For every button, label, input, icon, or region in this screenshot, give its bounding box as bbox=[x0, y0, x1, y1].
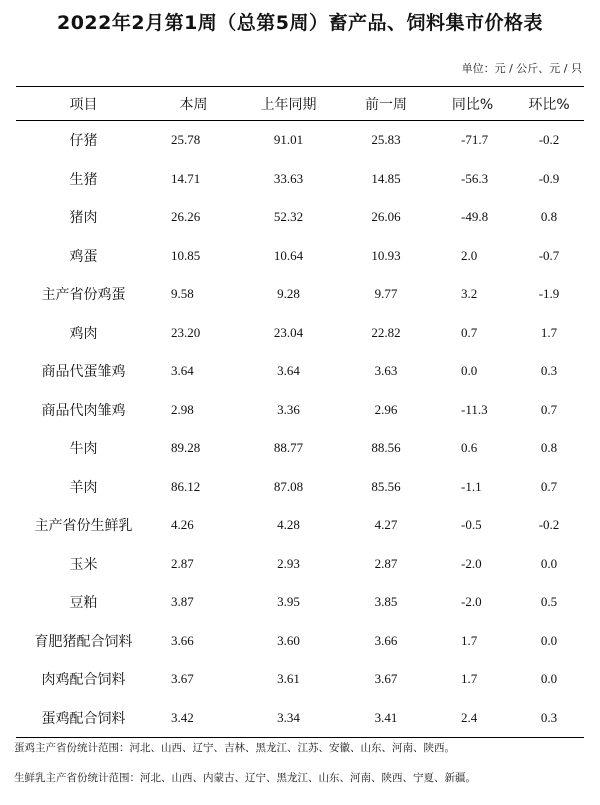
cell-yoy-pct: 1.7 bbox=[461, 632, 478, 648]
cell-previous-week: 3.41 bbox=[341, 699, 431, 738]
cell-item-name: 牛肉 bbox=[69, 441, 98, 458]
cell-mom-pct: 1.7 bbox=[540, 324, 558, 340]
table-row bbox=[16, 429, 584, 468]
cell-current-week: 3.42 bbox=[151, 699, 236, 738]
cell-last-year: 2.93 bbox=[277, 555, 300, 571]
table-row bbox=[16, 160, 584, 199]
cell-previous-week: 3.63 bbox=[374, 363, 398, 379]
cell-yoy-pct: 0.7 bbox=[461, 324, 478, 340]
cell-current-week: 23.20 bbox=[171, 324, 201, 340]
cell-yoy-pct: 3.2 bbox=[461, 286, 478, 302]
cell-previous-week: 2.96 bbox=[374, 401, 398, 417]
cell-previous-week: 2.87 bbox=[374, 555, 398, 571]
cell-current-week: 9.58 bbox=[171, 286, 194, 302]
cell-current-week: 10.85 bbox=[171, 247, 201, 263]
cell-yoy-pct: 0.6 bbox=[461, 440, 478, 456]
cell-item-name: 商品代蛋雏鸡 bbox=[41, 364, 126, 381]
cell-mom-pct: 0.3 bbox=[514, 699, 584, 738]
table-row bbox=[16, 275, 584, 314]
unit-label: 单位：元 / 公斤、元 / 只 bbox=[461, 62, 582, 75]
cell-mom-pct: 0.7 bbox=[540, 478, 558, 494]
footnote-egg-provinces: 蛋鸡主产省份统计范围：河北、山西、辽宁、吉林、黑龙江、江苏、安徽、山东、河南、陕西。 bbox=[14, 742, 455, 754]
table-row bbox=[16, 391, 584, 430]
table-row bbox=[16, 699, 584, 738]
cell-current-week: 4.26 bbox=[171, 517, 194, 533]
cell-item-name: 主产省份生鲜乳 bbox=[34, 518, 133, 535]
table-row bbox=[16, 583, 584, 622]
cell-mom-pct: 0.7 bbox=[540, 401, 558, 417]
cell-yoy-pct: 2.4 bbox=[431, 699, 514, 738]
table-row bbox=[16, 545, 584, 584]
cell-item-name: 主产省份鸡蛋 bbox=[41, 287, 126, 304]
cell-current-week: 14.71 bbox=[171, 170, 201, 186]
cell-mom-pct: 0.8 bbox=[540, 209, 558, 225]
header-previous-week: 前一周 bbox=[341, 87, 431, 121]
cell-previous-week: 10.93 bbox=[371, 247, 401, 263]
cell-yoy-pct: -49.8 bbox=[461, 209, 489, 225]
cell-last-year: 3.60 bbox=[277, 632, 300, 648]
footnotes bbox=[14, 738, 476, 798]
table-row bbox=[16, 314, 584, 353]
table-row bbox=[16, 468, 584, 507]
cell-mom-pct: -1.9 bbox=[538, 286, 560, 302]
cell-current-week: 26.26 bbox=[171, 209, 201, 225]
cell-last-year: 3.34 bbox=[236, 699, 341, 738]
header-yoy: 同比% bbox=[431, 87, 514, 121]
cell-yoy-pct: -2.0 bbox=[461, 594, 482, 610]
table-row bbox=[16, 198, 584, 237]
cell-mom-pct: 0.0 bbox=[540, 632, 558, 648]
cell-mom-pct: 0.0 bbox=[540, 555, 558, 571]
cell-current-week: 2.87 bbox=[171, 555, 194, 571]
cell-yoy-pct: 2.0 bbox=[461, 247, 478, 263]
cell-item-name: 育肥猪配合饲料 bbox=[34, 633, 133, 650]
cell-previous-week: 14.85 bbox=[371, 170, 401, 186]
cell-last-year: 91.01 bbox=[273, 132, 304, 148]
footnote-milk-provinces: 生鲜乳主产省份统计范围：河北、山西、内蒙古、辽宁、黑龙江、山东、河南、陕西、宁夏、新疆。 bbox=[14, 772, 476, 784]
cell-previous-week: 3.85 bbox=[374, 594, 398, 610]
cell-last-year: 87.08 bbox=[273, 478, 304, 494]
cell-mom-pct: 0.0 bbox=[540, 671, 558, 687]
price-table bbox=[16, 86, 584, 738]
table-row bbox=[16, 237, 584, 276]
cell-yoy-pct: -2.0 bbox=[461, 555, 482, 571]
cell-previous-week: 85.56 bbox=[371, 478, 401, 494]
cell-item-name: 蛋鸡配合饲料 bbox=[16, 699, 151, 738]
header-current-week: 本周 bbox=[151, 87, 236, 121]
cell-last-year: 33.63 bbox=[273, 170, 304, 186]
cell-previous-week: 3.67 bbox=[374, 671, 398, 687]
cell-current-week: 86.12 bbox=[171, 478, 201, 494]
cell-current-week: 25.78 bbox=[171, 132, 201, 148]
cell-previous-week: 4.27 bbox=[374, 517, 398, 533]
cell-mom-pct: 0.8 bbox=[540, 440, 558, 456]
cell-last-year: 9.28 bbox=[277, 286, 300, 302]
header-last-year: 上年同期 bbox=[236, 87, 341, 121]
cell-current-week: 3.87 bbox=[171, 594, 194, 610]
cell-last-year: 4.28 bbox=[277, 517, 300, 533]
cell-previous-week: 25.83 bbox=[371, 132, 401, 148]
cell-item-name: 生猪 bbox=[69, 171, 98, 188]
header-mom: 环比% bbox=[514, 87, 584, 121]
table-row bbox=[16, 660, 584, 699]
cell-current-week: 89.28 bbox=[171, 440, 201, 456]
cell-yoy-pct: -11.3 bbox=[461, 401, 488, 417]
cell-yoy-pct: 1.7 bbox=[461, 671, 478, 687]
cell-yoy-pct: -1.1 bbox=[461, 478, 482, 494]
table-row bbox=[16, 506, 584, 545]
cell-last-year: 10.64 bbox=[273, 247, 304, 263]
cell-previous-week: 88.56 bbox=[371, 440, 401, 456]
cell-previous-week: 9.77 bbox=[374, 286, 398, 302]
cell-item-name: 玉米 bbox=[69, 556, 98, 573]
cell-previous-week: 3.66 bbox=[374, 632, 398, 648]
table-row bbox=[16, 622, 584, 661]
cell-yoy-pct: -56.3 bbox=[461, 170, 489, 186]
cell-item-name: 仔猪 bbox=[69, 133, 98, 150]
cell-mom-pct: 0.5 bbox=[540, 594, 558, 610]
cell-previous-week: 26.06 bbox=[371, 209, 401, 225]
cell-last-year: 88.77 bbox=[273, 440, 304, 456]
cell-last-year: 3.95 bbox=[277, 594, 300, 610]
cell-current-week: 3.64 bbox=[171, 363, 194, 379]
cell-item-name: 鸡蛋 bbox=[69, 248, 98, 265]
cell-yoy-pct: -0.5 bbox=[461, 517, 482, 533]
cell-last-year: 3.36 bbox=[277, 401, 300, 417]
cell-yoy-pct: 0.0 bbox=[461, 363, 478, 379]
cell-item-name: 肉鸡配合饲料 bbox=[41, 672, 126, 689]
cell-current-week: 2.98 bbox=[171, 401, 194, 417]
cell-item-name: 鸡肉 bbox=[69, 325, 98, 342]
cell-mom-pct: -0.2 bbox=[538, 132, 560, 148]
cell-mom-pct: -0.7 bbox=[538, 247, 560, 263]
cell-mom-pct: -0.2 bbox=[538, 517, 560, 533]
cell-current-week: 3.66 bbox=[171, 632, 194, 648]
cell-item-name: 商品代肉雏鸡 bbox=[41, 402, 126, 419]
page-title: 2022年2月第1周（总第5周）畜产品、饲料集市价格表 bbox=[56, 12, 544, 34]
table-row bbox=[16, 352, 584, 391]
cell-previous-week: 22.82 bbox=[371, 324, 401, 340]
header-item: 项目 bbox=[16, 87, 151, 121]
cell-last-year: 23.04 bbox=[273, 324, 304, 340]
cell-item-name: 羊肉 bbox=[69, 479, 98, 496]
cell-yoy-pct: -71.7 bbox=[461, 132, 489, 148]
table-row bbox=[16, 121, 584, 160]
cell-last-year: 3.61 bbox=[277, 671, 300, 687]
cell-item-name: 猪肉 bbox=[69, 210, 98, 227]
cell-mom-pct: 0.3 bbox=[540, 363, 558, 379]
cell-current-week: 3.67 bbox=[171, 671, 194, 687]
cell-item-name: 豆粕 bbox=[69, 595, 98, 612]
table-header-row bbox=[16, 87, 584, 121]
cell-mom-pct: -0.9 bbox=[538, 170, 560, 186]
cell-last-year: 52.32 bbox=[273, 209, 304, 225]
cell-last-year: 3.64 bbox=[277, 363, 300, 379]
